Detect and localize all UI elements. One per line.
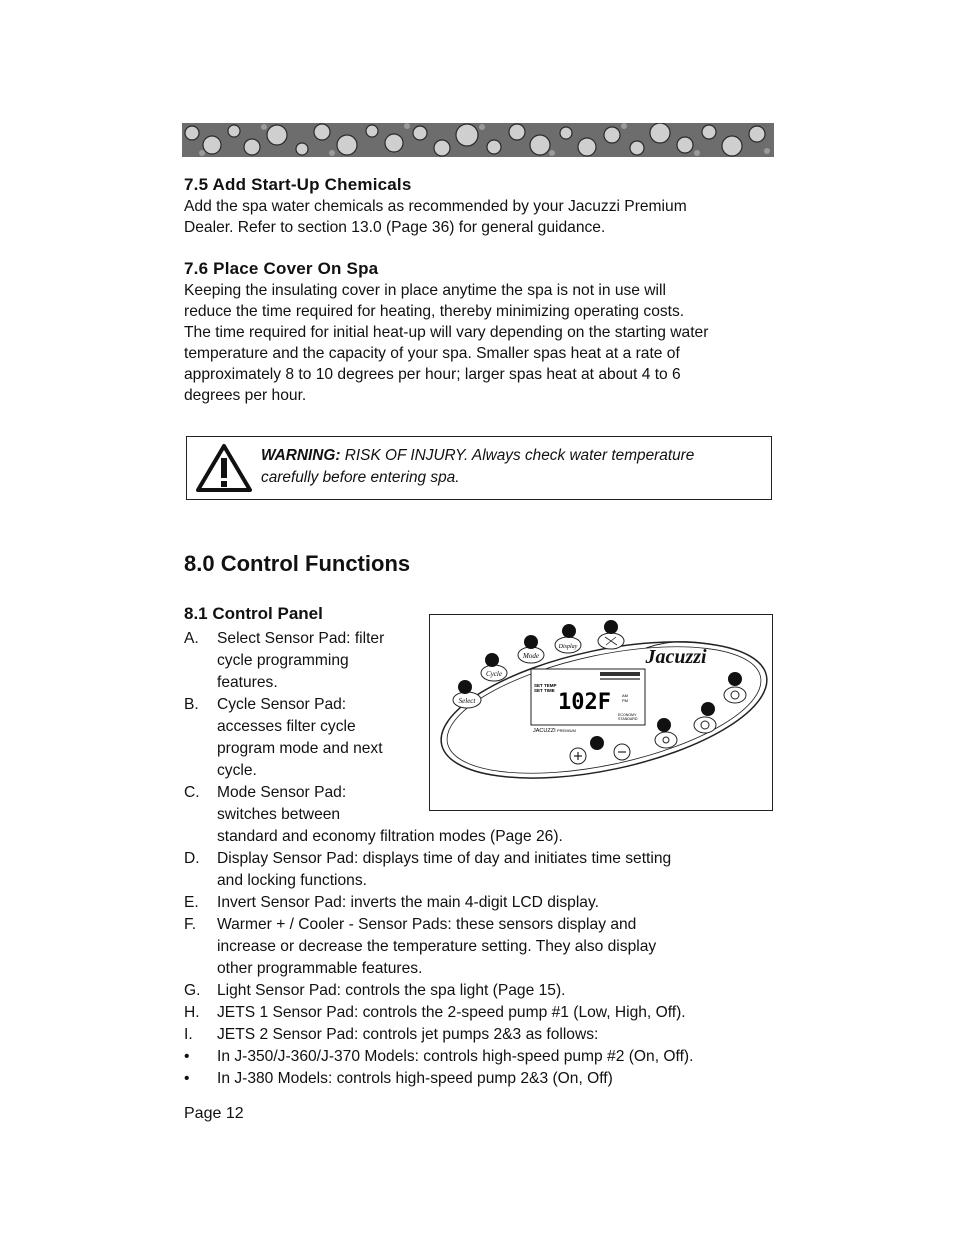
select-pad <box>453 692 481 708</box>
light-pad <box>655 732 677 748</box>
list-text <box>217 914 656 980</box>
panel-brand-logo: Jacuzzi <box>645 646 707 668</box>
section-7-6-heading: 7.6 Place Cover On Spa <box>184 259 379 278</box>
text-line: temperature and the capacity of your spa. Smaller spas heat at a rate of <box>184 345 680 362</box>
list-text <box>217 848 671 892</box>
warmer-pad <box>570 748 586 764</box>
display-pad <box>555 637 581 653</box>
pad-display-label: Display <box>558 644 578 650</box>
bubble-banner-image <box>182 123 774 157</box>
list-marker: E. <box>184 894 199 911</box>
section-7-5-heading: 7.5 Add Start-Up Chemicals <box>184 175 412 194</box>
text-line: Invert Sensor Pad: inverts the main 4-digit LCD display. <box>217 894 599 911</box>
section-7-6-body <box>184 280 776 406</box>
text-line: accesses filter cycle <box>217 718 356 735</box>
jets2-pad <box>694 717 716 733</box>
text-line: standard and economy filtration modes (Page 26). <box>217 828 563 845</box>
list-text <box>217 628 384 694</box>
text-line: and locking functions. <box>217 872 367 889</box>
text-line: The time required for initial heat-up will vary depending on the starting water <box>184 324 709 341</box>
lcd-standard: STANDARD <box>618 717 638 721</box>
text-line: Display Sensor Pad: displays time of day and initiates time setting <box>217 850 672 867</box>
text-line: Select Sensor Pad: filter <box>217 630 385 647</box>
text-line: JETS 2 Sensor Pad: controls jet pumps 2&3 as follows: <box>217 1026 599 1043</box>
text-line: increase or decrease the temperature setting. They also display <box>217 938 657 955</box>
warning-label: WARNING: <box>261 447 341 464</box>
page-number: Page 12 <box>184 1105 244 1122</box>
warning-line-2: carefully before entering spa. <box>261 469 460 486</box>
text-line: degrees per hour. <box>184 387 307 404</box>
lcd-set-time: SET TIME <box>534 688 555 693</box>
pad-mode-label: Mode <box>523 652 539 660</box>
list-text <box>217 1046 693 1068</box>
lcd-display <box>531 669 645 734</box>
lcd-temperature: 102F <box>558 690 611 715</box>
pad-select-label: Select <box>458 697 476 705</box>
lcd-set-temp: SET TEMP <box>534 683 557 688</box>
text-line: Mode Sensor Pad: <box>217 784 347 801</box>
list-marker: A. <box>184 630 199 647</box>
text-line: approximately 8 to 10 degrees per hour; larger spas heat at about 4 to 6 <box>184 366 681 383</box>
section-8-1-heading: 8.1 Control Panel <box>184 604 323 623</box>
section-7-5-body <box>184 196 776 238</box>
list-text <box>217 1002 686 1024</box>
list-text <box>217 892 599 914</box>
list-text <box>217 980 565 1002</box>
list-bullet: • <box>184 1070 190 1087</box>
text-line: In J-350/J-360/J-370 Models: controls high-speed pump #2 (On, Off). <box>217 1048 694 1065</box>
text-line: other programmable features. <box>217 960 423 977</box>
text-line: features. <box>217 674 278 691</box>
list-marker: D. <box>184 850 200 867</box>
jets1-pad <box>724 687 746 703</box>
text-line: Warmer + / Cooler - Sensor Pads: these sensors display and <box>217 916 637 933</box>
text-line: program mode and next <box>217 740 383 757</box>
list-marker: H. <box>184 1004 200 1021</box>
list-marker: G. <box>184 982 201 999</box>
text-line: reduce the time required for heating, thereby minimizing operating costs. <box>184 303 685 320</box>
cycle-pad <box>481 665 507 681</box>
text-line: Cycle Sensor Pad: <box>217 696 347 713</box>
list-bullet: • <box>184 1048 190 1065</box>
text-line: Add the spa water chemicals as recommended by your Jacuzzi Premium <box>184 198 687 215</box>
list-text <box>217 782 563 848</box>
lcd-brand: JACUZZI <box>533 728 556 734</box>
warning-triangle-icon <box>195 443 253 498</box>
section-8-0-heading: 8.0 Control Functions <box>184 551 411 576</box>
text-line: switches between <box>217 806 341 823</box>
text-line: cycle programming <box>217 652 349 669</box>
warning-line-1: RISK OF INJURY. Always check water temperature <box>340 447 695 464</box>
list-text <box>217 694 383 782</box>
text-line: In J-380 Models: controls high-speed pump 2&3 (On, Off) <box>217 1070 613 1087</box>
invert-pad <box>598 633 624 649</box>
lcd-am: AM <box>622 693 628 698</box>
list-marker: C. <box>184 784 200 801</box>
text-line: cycle. <box>217 762 257 779</box>
cooler-pad <box>614 744 630 760</box>
list-marker: B. <box>184 696 199 713</box>
list-text <box>217 1024 598 1046</box>
pad-cycle-label: Cycle <box>486 670 502 678</box>
list-marker: F. <box>184 916 197 933</box>
list-text <box>217 1068 613 1090</box>
text-line: Light Sensor Pad: controls the spa light (Page 15). <box>217 982 566 999</box>
warning-text <box>261 445 761 489</box>
lcd-brand-sub: PREMIUM <box>557 728 576 733</box>
text-line: Keeping the insulating cover in place anytime the spa is not in use will <box>184 282 666 299</box>
warning-box <box>186 436 772 500</box>
text-line: Dealer. Refer to section 13.0 (Page 36) for general guidance. <box>184 219 606 236</box>
lcd-pm: PM <box>622 698 628 703</box>
lcd-economy: ECONOMY <box>618 713 637 717</box>
text-line: JETS 1 Sensor Pad: controls the 2-speed pump #1 (Low, High, Off). <box>217 1004 686 1021</box>
mode-pad <box>518 647 544 663</box>
list-marker: I. <box>184 1026 193 1043</box>
